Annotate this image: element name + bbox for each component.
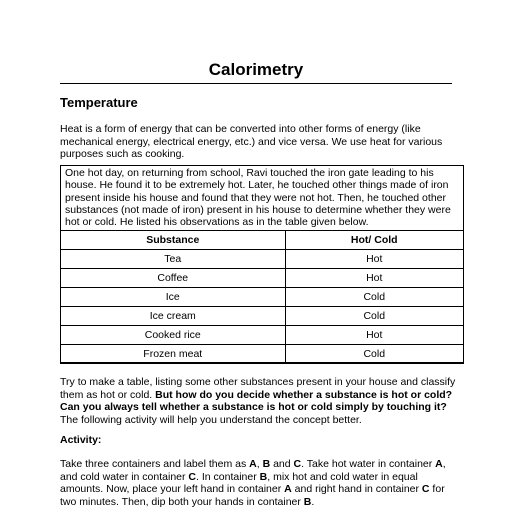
table-row	[61, 345, 464, 364]
cell-substance: Coffee	[61, 269, 286, 288]
activity-text: . In container	[196, 470, 260, 483]
container-a-label: A	[284, 483, 292, 495]
intro-paragraph: Heat is a form of energy that can be converted into other forms of energy (like mechanical energy, electrical energy, etc.) and vice versa. We use heat for various purposes such as cooking.	[60, 123, 443, 160]
activity-text: , mix hot and cold water in equal amounts. Now, place your left hand in container	[60, 470, 418, 495]
activity-paragraph	[60, 458, 460, 508]
cell-hot-cold: Hot	[285, 269, 463, 288]
cell-hot-cold: Hot	[285, 326, 463, 345]
activity-heading: Activity:	[60, 434, 102, 446]
cell-hot-cold: Cold	[285, 288, 463, 307]
activity-text: ,	[256, 458, 263, 470]
cell-hot-cold: Hot	[285, 250, 463, 269]
container-a-label: A	[249, 458, 257, 470]
container-c-label: C	[188, 470, 197, 483]
cell-substance: Ice	[61, 288, 286, 307]
activity-text: and right hand in container	[291, 483, 422, 495]
activity-text: Take three containers and label them as	[60, 458, 250, 470]
story-paragraph: One hot day, on returning from school, Ravi touched the iron gate leading to his house. He found it to be extremely hot. Later, he touched other things made of iron present inside his house and found that they were not hot. Then, he touched other substances (not made of iron) present in his house to determine whether they were hot or cold. He listed his observations as in the table given below.	[65, 167, 451, 229]
container-c-label: C	[293, 458, 302, 470]
table-row	[61, 269, 464, 288]
cell-substance: Tea	[61, 250, 286, 269]
column-header-hot-cold: Hot/ Cold	[285, 231, 463, 250]
activity-text: , and cold water in container	[60, 458, 446, 483]
table-row	[61, 307, 464, 326]
table-row	[61, 288, 464, 307]
activity-text: and	[270, 458, 294, 470]
table-row	[61, 250, 464, 269]
column-header-substance: Substance	[61, 231, 286, 250]
container-b-label: B	[303, 495, 312, 508]
container-b-label: B	[259, 470, 268, 483]
cell-hot-cold: Cold	[285, 345, 463, 364]
question-bold-text: But how do you decide whether a substance is hot or cold? Can you always tell whether a substance is hot or cold simply by touching it?	[60, 388, 453, 413]
cell-substance: Frozen meat	[61, 345, 286, 364]
activity-text: .	[311, 495, 315, 508]
cell-substance: Ice cream	[61, 307, 286, 326]
cell-substance: Cooked rice	[61, 326, 286, 345]
table-row	[61, 326, 464, 345]
cell-hot-cold: Cold	[285, 307, 463, 326]
section-heading: Temperature	[60, 95, 138, 110]
container-b-label: B	[262, 458, 271, 470]
question-paragraph	[60, 376, 460, 426]
question-tail-text: The following activity will help you understand the concept better.	[60, 413, 362, 426]
container-c-label: C	[421, 483, 430, 495]
title-divider	[60, 83, 452, 84]
story-box	[60, 165, 464, 363]
page-title: Calorimetry	[208, 60, 304, 79]
activity-text: . Take hot water in container	[301, 458, 436, 470]
question-plain-text: Try to make a table, listing some other substances present in your house and classify them as hot or cold.	[60, 376, 456, 401]
observation-table	[60, 230, 464, 364]
table-header-row	[61, 231, 464, 250]
activity-text: for two minutes. Then, dip both your hands in container	[60, 483, 445, 508]
container-a-label: A	[435, 458, 443, 470]
